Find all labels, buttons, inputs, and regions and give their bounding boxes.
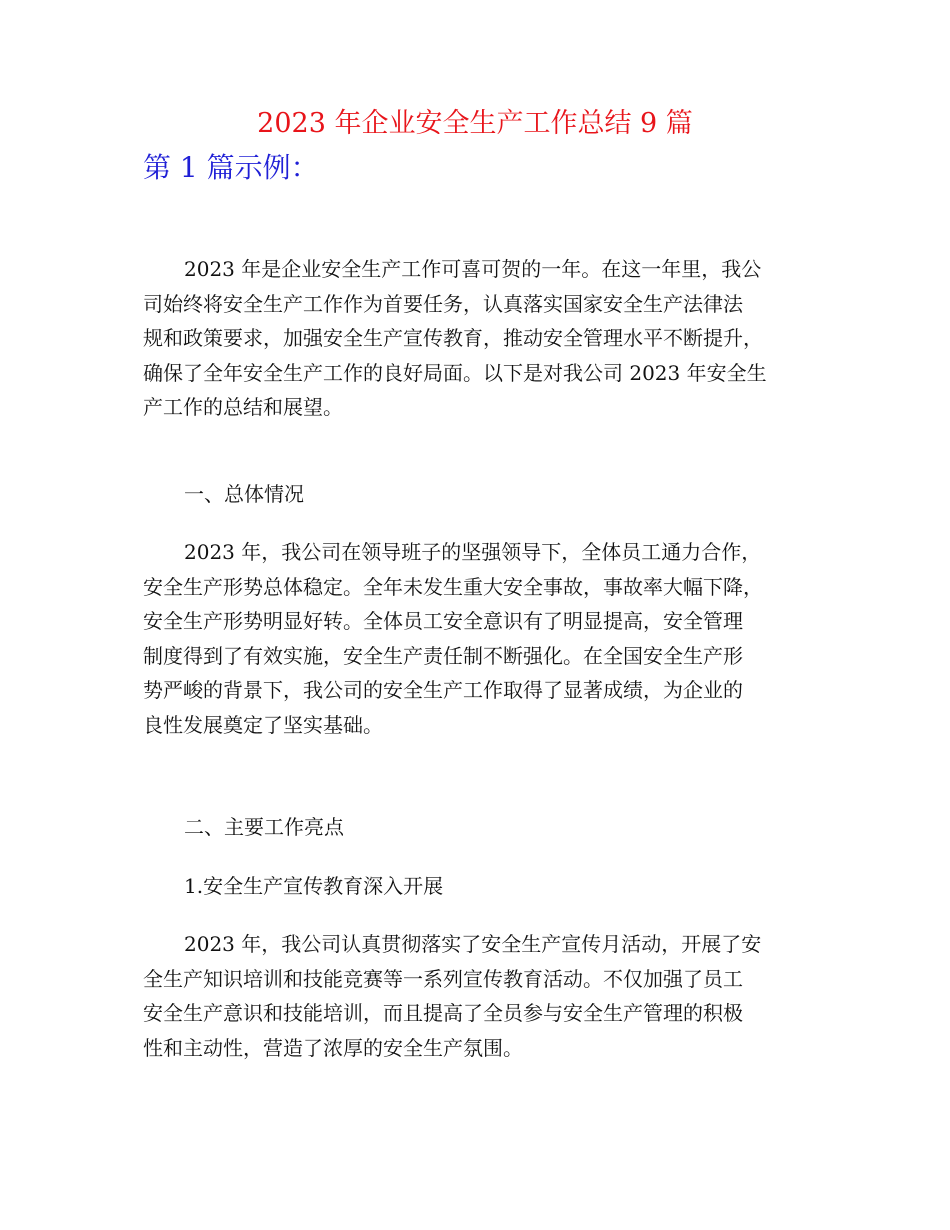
section-heading: 第 1 篇示例： [143,151,319,184]
paragraph-line: 2023 年是企业安全生产工作可喜可贺的一年。在这一年里，我公 [184,257,762,281]
paragraph-line: 安全生产形势明显好转。全体员工安全意识有了明显提高，安全管理 [143,609,743,633]
heading-line: 二、主要工作亮点 [184,815,344,839]
paragraph-line: 2023 年，我公司在领导班子的坚强领导下，全体员工通力合作， [184,540,762,564]
paragraph-line: 安全生产意识和技能培训，而且提高了全员参与安全生产管理的积极 [143,1001,743,1025]
subheading-education [143,869,833,904]
paragraph-line: 全生产知识培训和技能竞赛等一系列宣传教育活动。不仅加强了员工 [143,966,743,991]
paragraph-line: 产工作的总结和展望。 [143,395,343,419]
subheading-line: 1.安全生产宣传教育深入开展 [184,874,444,898]
document-title: 2023 年企业安全生产工作总结 9 篇 [257,108,693,139]
paragraph-line: 势严峻的背景下，我公司的安全生产工作取得了显著成绩，为企业的 [143,678,743,702]
paragraph-line: 安全生产形势总体稳定。全年未发生重大安全事故，事故率大幅下降， [143,574,763,599]
paragraph-intro [143,252,833,425]
paragraph-line: 制度得到了有效实施，安全生产责任制不断强化。在全国安全生产形 [143,643,743,668]
paragraph-line: 确保了全年安全生产工作的良好局面。以下是对我公司 2023 年安全生 [143,360,767,385]
paragraph-line: 性和主动性，营造了浓厚的安全生产氛围。 [143,1035,523,1060]
heading-highlights [143,810,833,845]
paragraph-line: 2023 年，我公司认真贯彻落实了安全生产宣传月活动，开展了安 [184,932,762,956]
paragraph-overall [143,535,833,742]
paragraph-line: 规和政策要求，加强安全生产宣传教育，推动安全管理水平不断提升， [143,326,763,350]
paragraph-line: 司始终将安全生产工作作为首要任务，认真落实国家安全生产法律法 [143,291,743,316]
heading-line: 一、总体情况 [184,482,304,506]
heading-overall [143,477,833,512]
paragraph-education [143,927,833,1065]
paragraph-line: 良性发展奠定了坚实基础。 [143,712,383,737]
